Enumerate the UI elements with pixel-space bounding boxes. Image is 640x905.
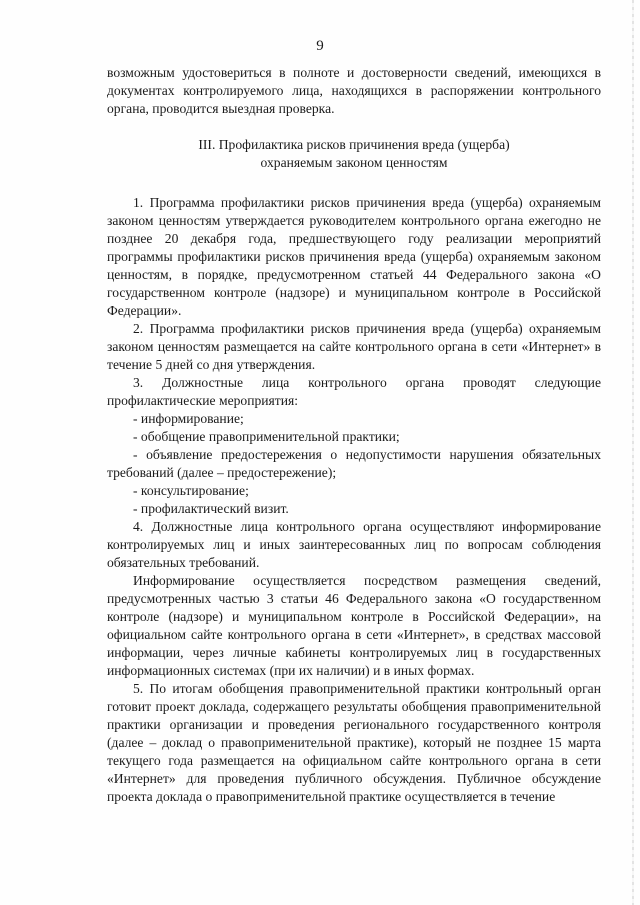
list-item: - информирование; bbox=[133, 411, 244, 426]
section-heading-line-1: III. Профилактика рисков причинения вреда (ущерба) bbox=[198, 137, 510, 152]
page-number: 9 bbox=[316, 38, 324, 54]
list-item: - обобщение правоприменительной практики; bbox=[133, 429, 400, 444]
list-item: - профилактический визит. bbox=[133, 501, 289, 516]
scan-edge-artifact bbox=[632, 0, 634, 905]
paragraph-2: 2. Программа профилактики рисков причинения вреда (ущерба) охраняемым законом ценностям размещается на сайте контрольного органа в сети «Интернет» в течение 5 дней со дня утверждения. bbox=[107, 321, 601, 372]
paragraph-4-continuation: Информирование осуществляется посредством размещения сведений, предусмотренных частью 3 статьи 46 Федерального закона «О государственном контроле (надзоре) и муниципальном контроле в Российской Федерации», на официальном сайте контрольного органа в сети «Интернет», в средствах массовой информации, через личные кабинеты контролируемых лиц в государственных информационных системах (при их наличии) и в иных формах. bbox=[107, 573, 601, 678]
list-item: - объявление предостережения о недопустимости нарушения обязательных требований (далее – предостережение); bbox=[107, 447, 601, 480]
section-heading bbox=[107, 136, 601, 172]
document-body bbox=[107, 64, 601, 806]
paragraph-3: 3. Должностные лица контрольного органа проводят следующие профилактические мероприятия: bbox=[107, 375, 601, 408]
intro-paragraph: возможным удостовериться в полноте и достоверности сведений, имеющихся в документах контролируемого лица, находящихся в распоряжении контрольного органа, проводится выездная проверка. bbox=[107, 65, 601, 116]
paragraph-1: 1. Программа профилактики рисков причинения вреда (ущерба) охраняемым законом ценностям утверждается руководителем контрольного органа ежегодно не позднее 20 декабря года, предшествующего году реализации мероприятий программы профилактики рисков причинения вреда (ущерба) охраняемым законом ценностям, в порядке, предусмотренном статьей 44 Федерального закона «О государственном контроле (надзоре) и муниципальном контроле в Российской Федерации». bbox=[107, 195, 601, 318]
list-item: - консультирование; bbox=[133, 483, 249, 498]
section-heading-line-2: охраняемым законом ценностям bbox=[260, 155, 448, 170]
paragraph-4: 4. Должностные лица контрольного органа осуществляют информирование контролируемых лиц и иных заинтересованных лиц по вопросам соблюдения обязательных требований. bbox=[107, 519, 601, 570]
paragraph-5: 5. По итогам обобщения правоприменительной практики контрольный орган готовит проект доклада, содержащего результаты обобщения правоприменительной практики организации и проведения регионального государственного контроля (далее – доклад о правоприменительной практике), который не позднее 15 марта текущего года размещается на официальном сайте контрольного органа в сети «Интернет» для проведения публичного обсуждения. Публичное обсуждение проекта доклада о правоприменительной практике осуществляется в течение bbox=[107, 681, 601, 804]
